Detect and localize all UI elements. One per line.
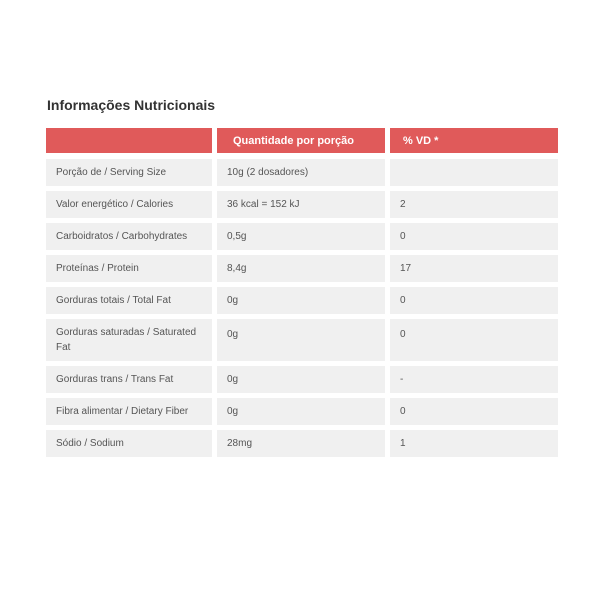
page-title: Informações Nutricionais <box>47 97 216 113</box>
nutrient-amount: 8,4g <box>217 255 385 282</box>
nutrient-vd: 0 <box>390 319 558 361</box>
nutrient-amount: 0g <box>217 319 385 361</box>
nutrient-vd: 17 <box>390 255 558 282</box>
nutrient-amount: 0g <box>217 287 385 314</box>
nutrient-vd: 0 <box>390 398 558 425</box>
nutrient-label: Fibra alimentar / Dietary Fiber <box>46 398 212 425</box>
table-row <box>46 319 558 361</box>
table-row <box>46 223 558 250</box>
nutrient-vd: 1 <box>390 430 558 457</box>
nutrient-amount: 0,5g <box>217 223 385 250</box>
nutrition-table <box>46 128 558 462</box>
nutrient-label: Carboidratos / Carbohydrates <box>46 223 212 250</box>
table-row <box>46 159 558 186</box>
header-vd-cell: % VD * <box>390 128 558 153</box>
header-amount-cell: Quantidade por porção <box>217 128 385 153</box>
nutrient-vd: 0 <box>390 287 558 314</box>
nutrient-label: Gorduras trans / Trans Fat <box>46 366 212 393</box>
nutrient-vd: 0 <box>390 223 558 250</box>
table-row <box>46 287 558 314</box>
nutrient-amount: 36 kcal = 152 kJ <box>217 191 385 218</box>
nutrient-amount: 10g (2 dosadores) <box>217 159 385 186</box>
header-label-cell <box>46 128 212 153</box>
nutrient-vd: 2 <box>390 191 558 218</box>
nutrient-label: Gorduras saturadas / Saturated Fat <box>46 319 212 361</box>
nutrient-amount: 0g <box>217 398 385 425</box>
table-header-row <box>46 128 558 153</box>
nutrient-vd: - <box>390 366 558 393</box>
nutrient-label: Sódio / Sodium <box>46 430 212 457</box>
nutrient-vd <box>390 159 558 186</box>
nutrient-label: Gorduras totais / Total Fat <box>46 287 212 314</box>
nutrient-label: Valor energético / Calories <box>46 191 212 218</box>
nutrient-label: Porção de / Serving Size <box>46 159 212 186</box>
nutrient-label: Proteínas / Protein <box>46 255 212 282</box>
table-row <box>46 398 558 425</box>
table-row <box>46 255 558 282</box>
table-row <box>46 430 558 457</box>
nutrient-amount: 0g <box>217 366 385 393</box>
nutrient-amount: 28mg <box>217 430 385 457</box>
table-row <box>46 366 558 393</box>
table-row <box>46 191 558 218</box>
